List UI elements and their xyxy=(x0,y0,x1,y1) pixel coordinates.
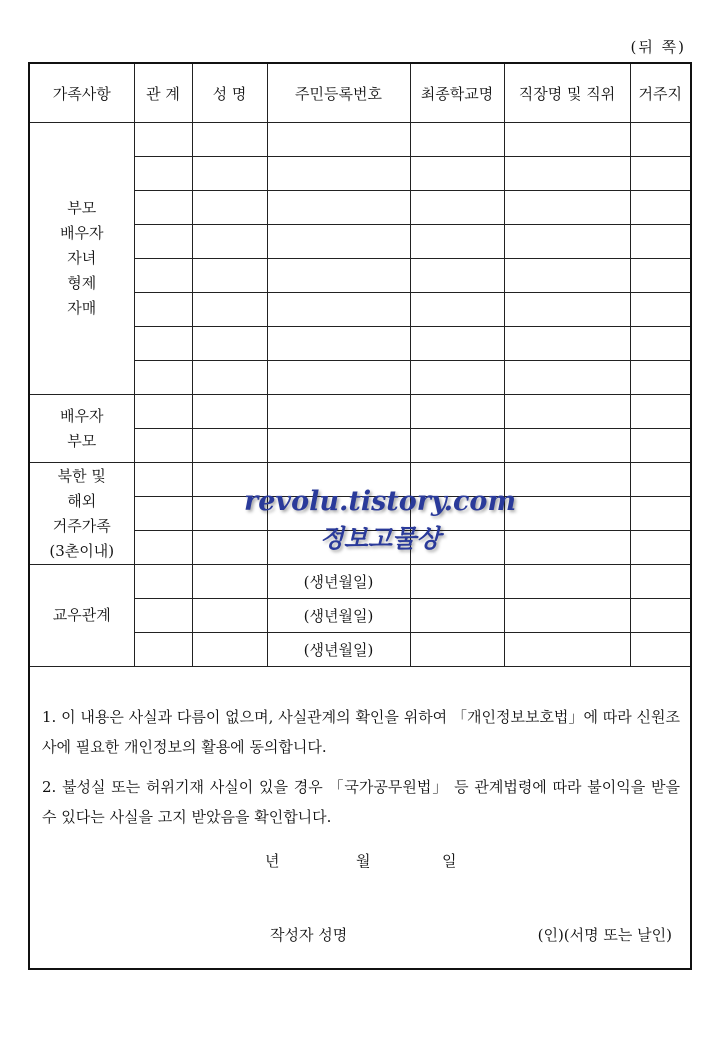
cell-workplace[interactable] xyxy=(504,259,630,293)
cell-relation[interactable] xyxy=(134,565,192,599)
cell-resident-number[interactable] xyxy=(267,429,410,463)
cell-name[interactable] xyxy=(192,395,267,429)
cell-name[interactable] xyxy=(192,225,267,259)
cell-name[interactable] xyxy=(192,123,267,157)
group-label-line: 거주가족 xyxy=(52,516,111,535)
cell-name[interactable] xyxy=(192,463,267,497)
cell-resident-number[interactable] xyxy=(267,259,410,293)
cell-relation[interactable] xyxy=(134,497,192,531)
cell-residence[interactable] xyxy=(630,429,690,463)
cell-relation[interactable] xyxy=(134,225,192,259)
cell-relation[interactable] xyxy=(134,395,192,429)
table-row xyxy=(30,395,690,429)
group-label-line: 해외 xyxy=(67,491,97,510)
cell-workplace[interactable] xyxy=(504,429,630,463)
cell-residence[interactable] xyxy=(630,395,690,429)
cell-name[interactable] xyxy=(192,191,267,225)
cell-workplace[interactable] xyxy=(504,633,630,667)
cell-relation[interactable] xyxy=(134,157,192,191)
cell-resident-number[interactable] xyxy=(267,123,410,157)
cell-name[interactable] xyxy=(192,497,267,531)
family-table xyxy=(30,64,690,667)
cell-school[interactable] xyxy=(410,225,504,259)
family-group-label xyxy=(30,565,134,667)
cell-relation[interactable] xyxy=(134,327,192,361)
header-name: 성 명 xyxy=(192,64,267,123)
header-workplace: 직장명 및 직위 xyxy=(504,64,630,123)
cell-name[interactable] xyxy=(192,361,267,395)
cell-workplace[interactable] xyxy=(504,123,630,157)
cell-resident-number[interactable]: (생년월일) xyxy=(267,565,410,599)
cell-school[interactable] xyxy=(410,429,504,463)
cell-residence[interactable] xyxy=(630,157,690,191)
cell-workplace[interactable] xyxy=(504,531,630,565)
table-row xyxy=(30,463,690,497)
group-label-line: 교우관계 xyxy=(52,606,111,624)
cell-school[interactable] xyxy=(410,633,504,667)
cell-resident-number[interactable] xyxy=(267,497,410,531)
cell-residence[interactable] xyxy=(630,531,690,565)
cell-relation[interactable] xyxy=(134,123,192,157)
notice-consent: 1. 이 내용은 사실과 다름이 없으며, 사실관계의 확인을 위하여 「개인정보보호법」에 따라 신원조사에 필요한 개인정보의 활용에 동의합니다. xyxy=(42,708,680,756)
table-row xyxy=(30,123,690,157)
family-group-label xyxy=(30,395,134,463)
cell-workplace[interactable] xyxy=(504,361,630,395)
family-group-label xyxy=(30,463,134,565)
cell-school[interactable] xyxy=(410,259,504,293)
cell-residence[interactable] xyxy=(630,599,690,633)
cell-relation[interactable] xyxy=(134,361,192,395)
group-label-line: 부모 xyxy=(67,431,97,450)
cell-name[interactable] xyxy=(192,429,267,463)
cell-residence[interactable] xyxy=(630,191,690,225)
cell-workplace[interactable] xyxy=(504,395,630,429)
cell-resident-number[interactable] xyxy=(267,463,410,497)
notice-penalty: 2. 불성실 또는 허위기재 사실이 있을 경우 「국가공무원법」 등 관계법령에 따라 불이익을 받을 수 있다는 사실을 고지 받았음을 확인합니다. xyxy=(42,778,680,826)
cell-resident-number[interactable] xyxy=(267,191,410,225)
watermark-url: revolu.tistory.com xyxy=(243,486,517,517)
cell-relation[interactable] xyxy=(134,259,192,293)
family-group-label xyxy=(30,123,134,395)
cell-residence[interactable] xyxy=(630,225,690,259)
cell-residence[interactable] xyxy=(630,565,690,599)
group-label-line: 배우자 xyxy=(60,224,104,242)
page-side-label: (뒤 쪽) xyxy=(630,38,686,56)
cell-school[interactable] xyxy=(410,327,504,361)
cell-school[interactable] xyxy=(410,395,504,429)
date-year-label: 년 xyxy=(265,852,280,870)
cell-workplace[interactable] xyxy=(504,599,630,633)
cell-school[interactable] xyxy=(410,565,504,599)
cell-residence[interactable] xyxy=(630,259,690,293)
group-label-line: 형제 xyxy=(67,274,97,292)
header-school: 최종학교명 xyxy=(410,64,504,123)
cell-name[interactable] xyxy=(192,157,267,191)
cell-name[interactable] xyxy=(192,565,267,599)
cell-residence[interactable] xyxy=(630,497,690,531)
group-label-line: 자녀 xyxy=(67,249,97,267)
table-row xyxy=(30,565,690,599)
cell-relation[interactable] xyxy=(134,293,192,327)
cell-school[interactable] xyxy=(410,361,504,395)
cell-resident-number[interactable]: (생년월일) xyxy=(267,633,410,667)
cell-resident-number[interactable] xyxy=(267,157,410,191)
cell-residence[interactable] xyxy=(630,327,690,361)
seal-label: (인)(서명 또는 날인) xyxy=(537,926,672,944)
group-label-line: 자매 xyxy=(67,299,97,317)
cell-resident-number[interactable] xyxy=(267,361,410,395)
cell-residence[interactable] xyxy=(630,361,690,395)
cell-relation[interactable] xyxy=(134,599,192,633)
table-header-row xyxy=(30,64,690,123)
watermark-title: 정보고물상 xyxy=(319,524,441,553)
date-day-label: 일 xyxy=(442,852,457,870)
cell-name[interactable] xyxy=(192,531,267,565)
header-resident-number: 주민등록번호 xyxy=(267,64,410,123)
cell-relation[interactable] xyxy=(134,463,192,497)
cell-residence[interactable] xyxy=(630,633,690,667)
group-label-line: 부모 xyxy=(67,199,97,217)
cell-school[interactable] xyxy=(410,531,504,565)
cell-relation[interactable] xyxy=(134,633,192,667)
cell-name[interactable] xyxy=(192,293,267,327)
cell-name[interactable] xyxy=(192,327,267,361)
cell-relation[interactable] xyxy=(134,531,192,565)
cell-workplace[interactable] xyxy=(504,327,630,361)
cell-resident-number[interactable] xyxy=(267,225,410,259)
writer-name-label: 작성자 성명 xyxy=(270,926,348,944)
cell-resident-number[interactable] xyxy=(267,293,410,327)
cell-name[interactable] xyxy=(192,259,267,293)
header-relation: 관 계 xyxy=(134,64,192,123)
cell-relation[interactable] xyxy=(134,429,192,463)
cell-residence[interactable] xyxy=(630,123,690,157)
cell-workplace[interactable] xyxy=(504,565,630,599)
date-month-label: 월 xyxy=(356,852,371,870)
cell-resident-number[interactable]: (생년월일) xyxy=(267,599,410,633)
header-family: 가족사항 xyxy=(30,64,134,123)
cell-name[interactable] xyxy=(192,633,267,667)
cell-workplace[interactable] xyxy=(504,293,630,327)
form-frame xyxy=(28,62,692,970)
cell-resident-number[interactable] xyxy=(267,531,410,565)
cell-school[interactable] xyxy=(410,293,504,327)
cell-residence[interactable] xyxy=(630,293,690,327)
group-label-line: (3촌이내) xyxy=(49,541,115,560)
cell-workplace[interactable] xyxy=(504,225,630,259)
header-residence: 거주지 xyxy=(630,64,690,123)
cell-resident-number[interactable] xyxy=(267,327,410,361)
cell-workplace[interactable] xyxy=(504,463,630,497)
group-label-line: 북한 및 xyxy=(57,466,106,485)
cell-residence[interactable] xyxy=(630,463,690,497)
cell-school[interactable] xyxy=(410,191,504,225)
cell-workplace[interactable] xyxy=(504,497,630,531)
cell-school[interactable] xyxy=(410,157,504,191)
group-label-line: 배우자 xyxy=(60,406,104,425)
cell-school[interactable] xyxy=(410,123,504,157)
cell-relation[interactable] xyxy=(134,191,192,225)
cell-school[interactable] xyxy=(410,463,504,497)
cell-school[interactable] xyxy=(410,599,504,633)
cell-workplace[interactable] xyxy=(504,191,630,225)
cell-school[interactable] xyxy=(410,497,504,531)
cell-resident-number[interactable] xyxy=(267,395,410,429)
cell-workplace[interactable] xyxy=(504,157,630,191)
cell-name[interactable] xyxy=(192,599,267,633)
